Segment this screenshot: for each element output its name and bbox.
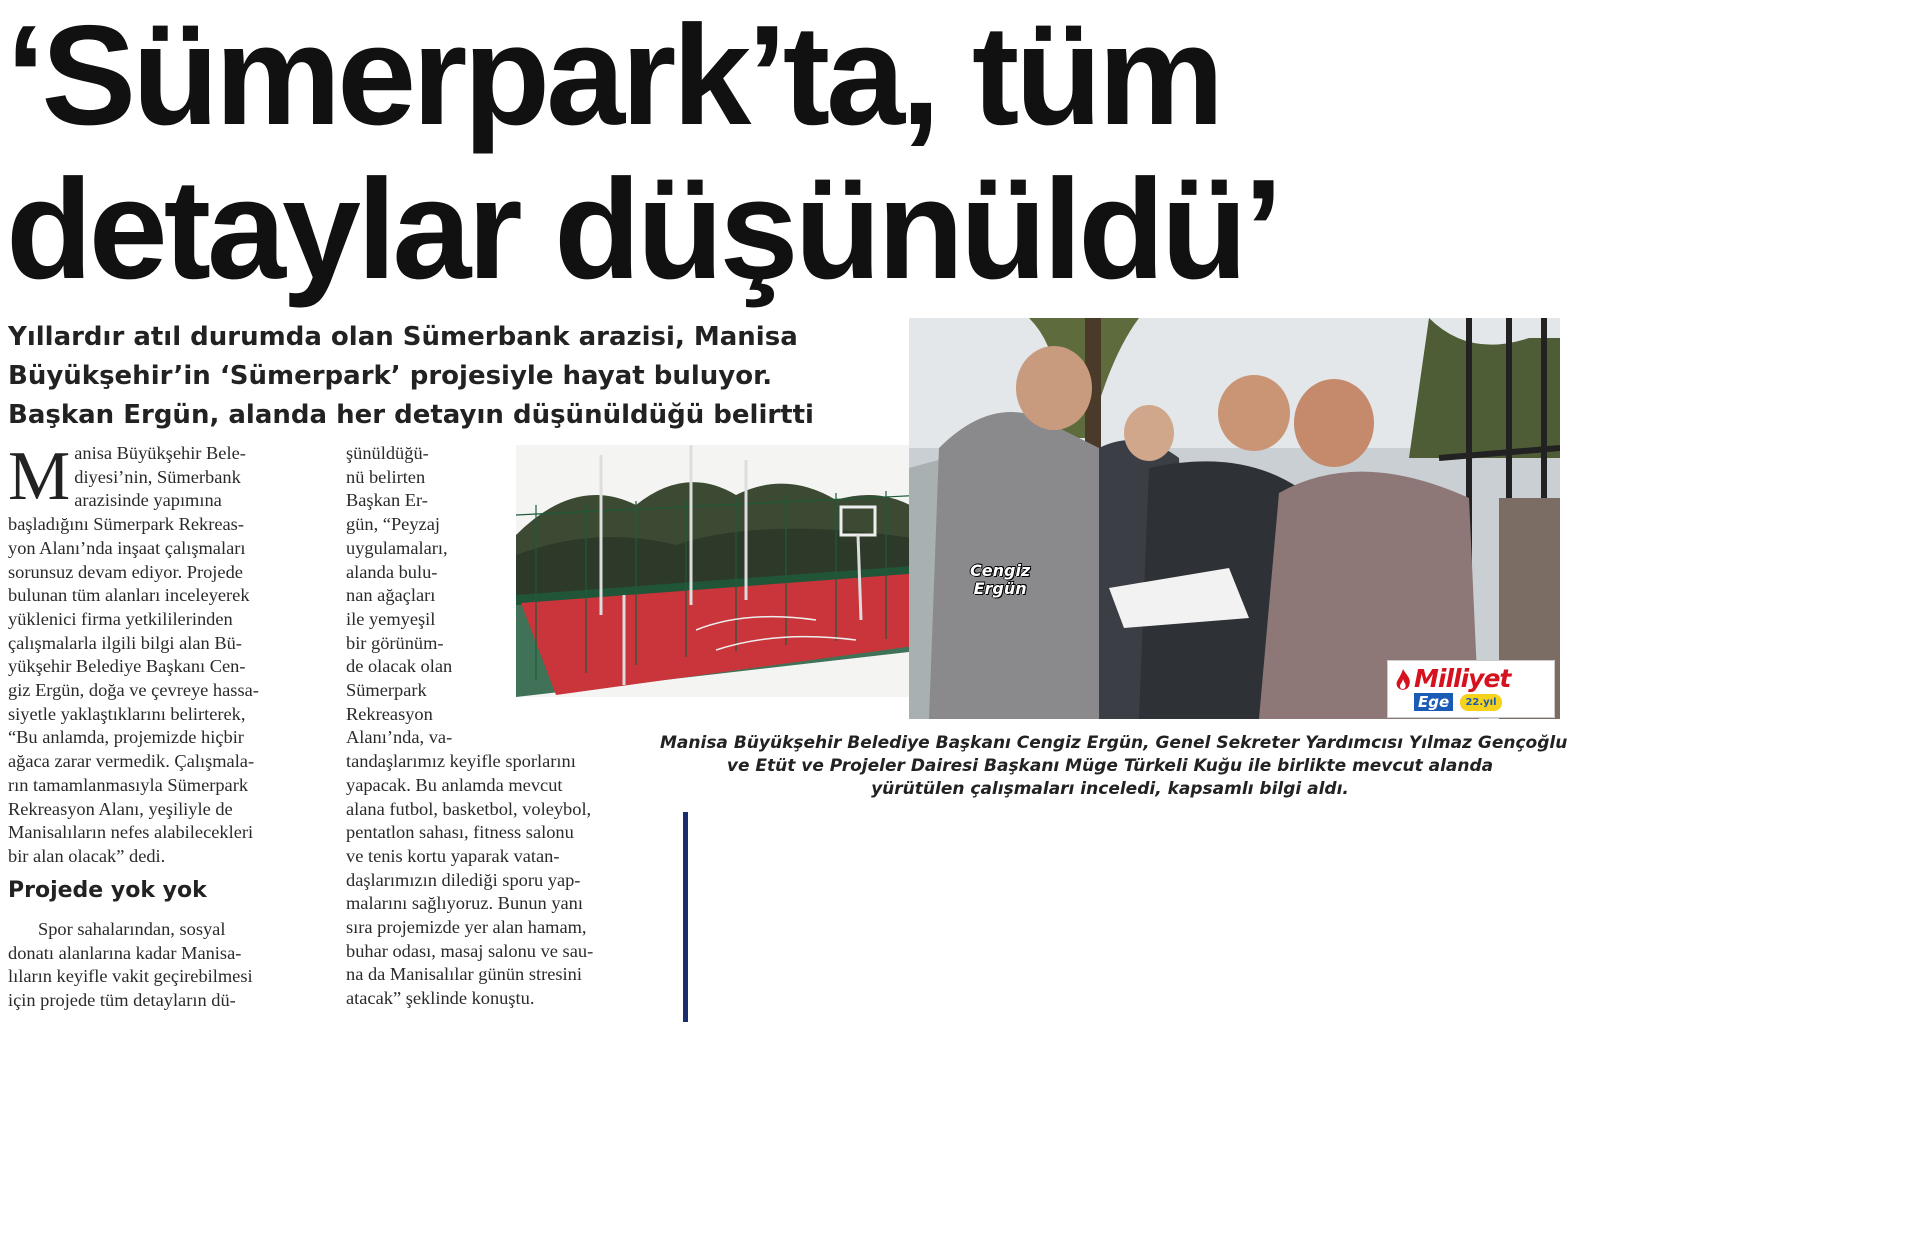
body-line: arazisinde yapımına (74, 490, 222, 511)
logo-anniversary-badge: 22.yıl (1460, 694, 1502, 711)
photo-label-line: Cengiz (970, 561, 1031, 580)
deck-line: Büyükşehir’in ‘Sümerpark’ projesiyle hayat buluyor. (8, 361, 773, 391)
article-column-1-continued (8, 918, 328, 1013)
photo-label-line: Ergün (973, 579, 1027, 598)
body-line: atacak” şeklinde konuştu. (346, 988, 535, 1009)
body-line: donatı alanlarına kadar Manisa- (8, 942, 242, 963)
body-line: diyesi’nin, Sümerbank (74, 466, 241, 487)
body-line: alanda bulu- (346, 561, 438, 582)
body-line: şünüldüğü- (346, 443, 429, 463)
body-line: Alanı’nda, va- (346, 727, 453, 748)
body-line: tandaşlarımız keyifle sporlarını (346, 751, 576, 772)
officials-photo (909, 318, 1560, 719)
body-line: Manisalıların nefes alabilecekleri (8, 822, 254, 843)
dropcap: M (8, 438, 71, 515)
body-line: için projede tüm detayların dü- (8, 990, 236, 1011)
caption-line: Manisa Büyükşehir Belediye Başkanı Cengiz Ergün, Genel Sekreter Yardımcısı Yılmaz Gençoğlu (660, 733, 1568, 753)
body-line: uygulamaları, (346, 537, 448, 558)
body-line: siyetle yaklaştıklarını belirterek, (8, 703, 246, 724)
photo-caption (660, 732, 1568, 801)
photo-label (970, 562, 1030, 598)
body-line: nü belirten (346, 466, 426, 487)
body-line: ile yemyeşil (346, 608, 436, 629)
body-line: Sümerpark (346, 680, 427, 701)
deck (8, 318, 898, 435)
body-line: gün, “Peyzaj (346, 514, 440, 535)
body-line: de olacak olan (346, 656, 453, 677)
flame-icon (1394, 669, 1412, 693)
logo-edition: Ege (1414, 693, 1453, 711)
subhead: Projede yok yok (8, 878, 207, 903)
body-line: Başkan Er- (346, 490, 428, 511)
body-line: alana futbol, basketbol, voleybol, (346, 798, 592, 819)
body-line: giz Ergün, doğa ve çevreye hassa- (8, 680, 259, 701)
body-line: na da Manisalılar günün stresini (346, 964, 582, 985)
caption-line: yürütülen çalışmaları inceledi, kapsamlı bilgi aldı. (871, 779, 1349, 799)
body-line: buhar odası, masaj salonu ve sau- (346, 940, 594, 961)
body-line: başladığını Sümerpark Rekreas- (8, 514, 244, 535)
body-line: daşlarımızın dilediği sporu yap- (346, 869, 581, 890)
vertical-rule (683, 812, 688, 1022)
body-line: Rekreasyon Alanı, yeşiliyle de (8, 798, 233, 819)
body-line: yon Alanı’nda inşaat çalışmaları (8, 537, 246, 558)
body-line: ve tenis kortu yaparak vatan- (346, 845, 560, 866)
body-line: nan ağaçları (346, 585, 436, 606)
body-line: bir görünüm- (346, 632, 444, 653)
body-line: Rekreasyon (346, 703, 433, 724)
sports-court-photo (516, 445, 926, 697)
logo-wordmark: Milliyet (1414, 664, 1511, 693)
milliyet-ege-logo (1387, 660, 1555, 718)
body-line: rın tamamlanmasıyla Sümerpark (8, 774, 249, 795)
body-line: çalışmalarla ilgili bilgi alan Bü- (8, 632, 242, 653)
body-line: malarını sağlıyoruz. Bunun yanı (346, 893, 583, 914)
body-line: ağaca zarar vermedik. Çalışmala- (8, 751, 255, 772)
body-line: sorunsuz devam ediyor. Projede (8, 561, 243, 582)
body-line: anisa Büyükşehir Bele- (74, 443, 246, 463)
caption-line: ve Etüt ve Projeler Dairesi Başkanı Müge Türkeli Kuğu ile birlikte mevcut alanda (726, 756, 1494, 776)
deck-line: Başkan Ergün, alanda her detayın düşünüldüğü belirtti (8, 400, 814, 430)
headline-line-1: ‘Sümerpark’ta, tüm (6, 0, 1221, 155)
body-line: lıların keyifle vakit geçirebilmesi (8, 966, 253, 987)
body-line: yapacak. Bu anlamda mevcut (346, 774, 563, 795)
headline-line-2: detaylar düşünüldü’ (6, 150, 1280, 309)
body-line: bir alan olacak” dedi. (8, 845, 166, 866)
body-line: pentatlon sahası, fitness salonu (346, 822, 574, 843)
body-line: bulunan tüm alanları inceleyerek (8, 585, 250, 606)
article-column-1 (8, 438, 328, 869)
body-line: sıra projemizde yer alan hamam, (346, 917, 587, 938)
body-line: “Bu anlamda, projemizde hiçbir (8, 727, 244, 748)
body-line: yüklenici firma yetkililerinden (8, 608, 233, 629)
deck-line: Yıllardır atıl durumda olan Sümerbank arazisi, Manisa (8, 322, 798, 352)
body-line: yükşehir Belediye Başkanı Cen- (8, 656, 246, 677)
body-line: Spor sahalarından, sosyal (38, 919, 226, 939)
